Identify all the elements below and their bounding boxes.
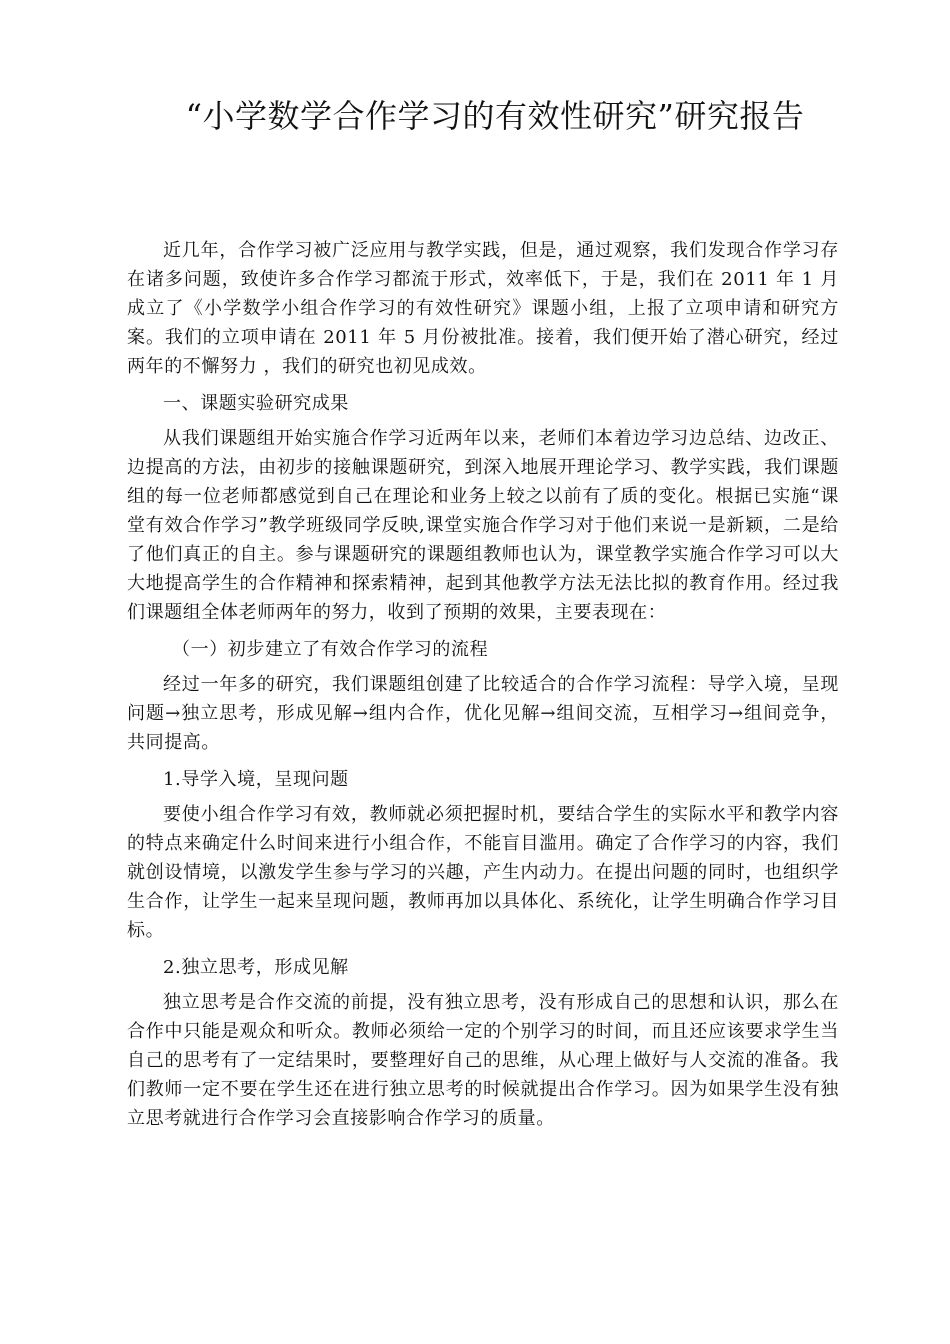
workflow-paragraph: 经过一年多的研究，我们课题组创建了比较适合的合作学习流程：导学入境，呈现问题→独立思考，形成见解→组内合作，优化见解→组间交流，互相学习→组间竞争，共同提高。: [127, 674, 839, 753]
item-heading-independent-thinking: 2.独立思考，形成见解: [163, 957, 349, 978]
research-results-paragraph: 从我们课题组开始实施合作学习近两年以来，老师们本着边学习边总结、边改正、边提高的方法，由初步的接触课题研究，到深入地展开理论学习、教学实践，我们课题组的每一位老师都感觉到自己在理论和业务上较之以前有了质的变化。根据已实施“课堂有效合作学习”教学班级同学反映,课堂实施合作学习对于他们来说一是新颖，二是给了他们真正的自主。参与课题研究的课题组教师也认为，课堂教学实施合作学习可以大大地提高学生的合作精神和探索精神，起到其他教学方法无法比拟的教育作用。经过我们课题组全体老师两年的努力，收到了预期的效果，主要表现在：: [127, 428, 839, 623]
document-body: [127, 236, 839, 1133]
guided-entry-paragraph: 要使小组合作学习有效，教师就必须把握时机，要结合学生的实际水平和教学内容的特点来确定什么时间来进行小组合作，不能盲目滥用。确定了合作学习的内容，我们就创设情境，以激发学生参与学习的兴趣，产生内动力。在提出问题的同时，也组织学生合作，让学生一起来呈现问题，教师再加以具体化、系统化，让学生明确合作学习目标。: [127, 804, 839, 941]
independent-thinking-paragraph: 独立思考是合作交流的前提，没有独立思考，没有形成自己的思想和认识，那么在合作中只能是观众和听众。教师必须给一定的个别学习的时间，而且还应该要求学生当自己的思考有了一定结果时，要整理好自己的思维，从心理上做好与人交流的准备。我们教师一定不要在学生还在进行独立思考的时候就提出合作学习。因为如果学生没有独立思考就进行合作学习会直接影响合作学习的质量。: [127, 992, 839, 1129]
document-title: “小学数学合作学习的有效性研究”研究报告: [185, 97, 805, 135]
section-heading-research-results: 一、课题实验研究成果: [163, 393, 349, 414]
subsection-heading-workflow: （一）初步建立了有效合作学习的流程: [172, 639, 489, 660]
intro-paragraph: 近几年，合作学习被广泛应用与教学实践，但是，通过观察，我们发现合作学习存在诸多问题，致使许多合作学习都流于形式，效率低下，于是，我们在 2011 年 1 月成立了《小学数学小组合作学习的有效性研究》课题小组，上报了立项申请和研究方案。我们的立项申请在 2011 年 5 月份被批准。接着，我们便开始了潜心研究，经过两年的不懈努力 ，我们的研究也初见成效。: [127, 240, 839, 377]
item-heading-guided-entry: 1.导学入境，呈现问题: [163, 769, 349, 790]
